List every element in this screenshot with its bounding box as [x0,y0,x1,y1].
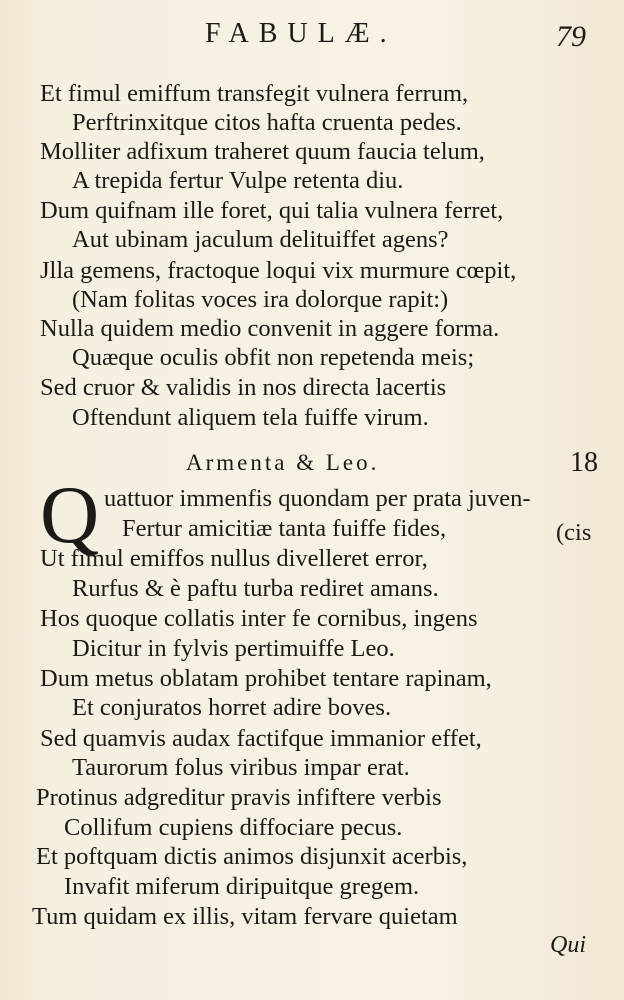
verse-turnover: (cis [556,519,592,546]
catchword: Qui [550,932,586,958]
verse-line: Tum quidam ex illis, vitam fervare quietam [32,903,458,930]
verse-line: Oftendunt aliquem tela fuiffe virum. [72,404,429,431]
verse-line: (Nam folitas voces ira dolorque rapit:) [72,286,449,313]
verse-line: Hos quoque collatis inter fe cornibus, ingens [40,605,478,632]
verse-line: Fertur amicitiæ tanta fuiffe fides, [122,515,447,542]
verse-line: Rurfus & è paftu turba rediret amans. [72,575,439,602]
verse-line: Ut fimul emiffos nullus divelleret error, [40,545,428,572]
verse-line: Protinus adgreditur pravis infiftere verbis [36,784,442,811]
verse-line: Et poftquam dictis animos disjunxit acerbis, [36,843,468,870]
verse-line: Nulla quidem medio convenit in aggere forma. [40,315,500,342]
verse-line: A trepida fertur Vulpe retenta diu. [72,167,404,194]
verse-line: Et fimul emiffum transfegit vulnera ferrum, [40,80,469,107]
verse-line: Sed quamvis audax factifque immanior effet, [40,725,482,752]
verse-line: Sed cruor & validis in nos directa lacertis [40,374,447,401]
verse-line: Molliter adfixum traheret quum faucia telum, [40,138,485,165]
verse-line: Dum metus oblatam prohibet tentare rapinam, [40,665,492,692]
drop-cap: Q [40,469,100,560]
verse-line: Perftrinxitque citos hafta cruenta pedes. [72,109,462,136]
verse-line: Invafit miferum diripuitque gregem. [64,873,420,900]
verse-line: Aut ubinam jaculum delituiffet agens? [72,226,449,253]
verse-line: Quæque oculis obfit non repetenda meis; [72,344,475,371]
verse-line: Jlla gemens, fractoque loqui vix murmure cœpit, [40,257,517,284]
running-header: FABULÆ. [205,18,397,49]
fable-number: 18 [570,447,598,478]
verse-line: Collifum cupiens diffociare pecus. [64,814,403,841]
verse-line: uattuor immenfis quondam per prata juven- [104,485,531,512]
verse-line: Dicitur in fylvis pertimuiffe Leo. [72,635,395,662]
verse-line: Taurorum folus viribus impar erat. [72,754,410,781]
verse-line: Dum quifnam ille foret, qui talia vulnera ferret, [40,197,504,224]
verse-line: Et conjuratos horret adire boves. [72,694,392,721]
page-number: 79 [556,20,586,53]
fable-title: Armenta & Leo. [186,450,380,475]
